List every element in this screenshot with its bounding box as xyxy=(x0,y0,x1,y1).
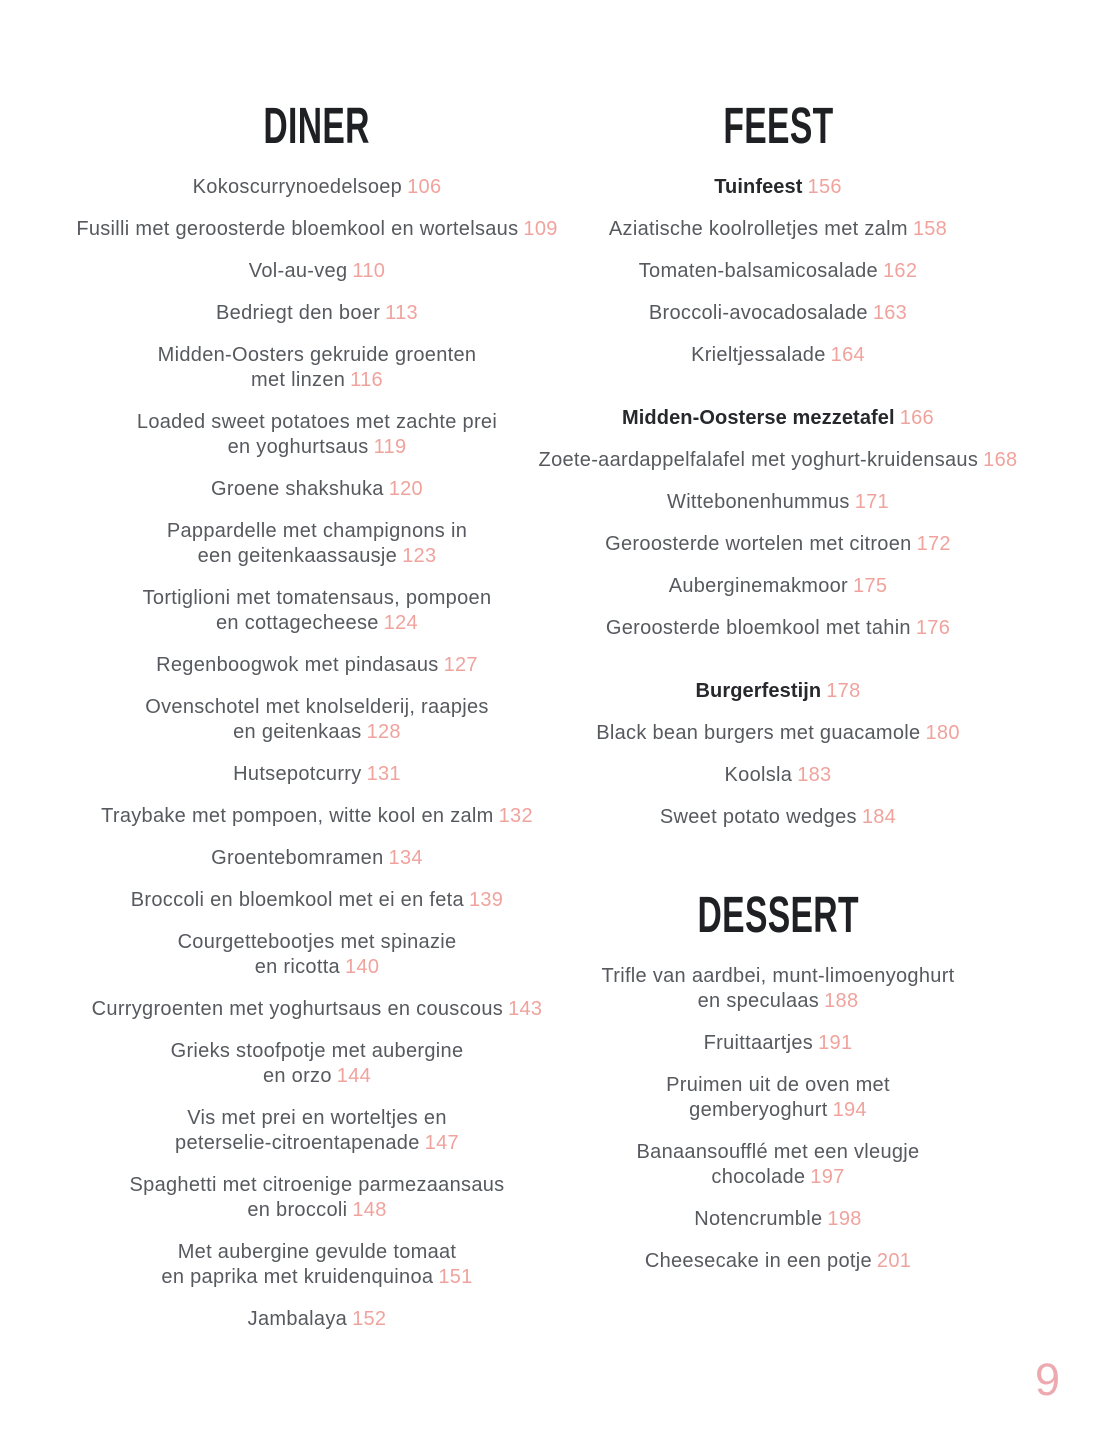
folio-page-number: 9 xyxy=(1034,1354,1060,1405)
column-feest-dessert xyxy=(516,97,1040,1291)
menu-group xyxy=(516,679,1040,830)
menu-item-page-ref: 201 xyxy=(876,1250,912,1272)
group-header-label: Midden-Oosterse mezzetafel xyxy=(622,407,895,429)
menu-item xyxy=(55,1039,579,1089)
menu-item xyxy=(55,888,579,913)
menu-item-label: Spaghetti met citroenige parmezaansaus en broccoli xyxy=(129,1174,505,1221)
menu-item xyxy=(55,175,579,200)
menu-item-label: Pruimen uit de oven met gemberyoghurt xyxy=(666,1074,890,1121)
menu-item xyxy=(55,1307,579,1332)
menu-item-label: Banaansoufflé met een vleugje chocolade xyxy=(636,1141,920,1188)
menu-item-label: Loaded sweet potatoes met zachte prei en yoghurtsaus xyxy=(136,411,498,458)
menu-item-label: Met aubergine gevulde tomaat en paprika met kruidenquinoa xyxy=(161,1241,457,1288)
menu-item xyxy=(55,519,579,569)
menu-item xyxy=(516,217,1040,242)
menu-item xyxy=(55,846,579,871)
menu-item-page-ref: 164 xyxy=(830,344,865,366)
menu-item-label: Ovenschotel met knolselderij, raapjes en geitenkaas xyxy=(145,696,489,743)
menu-item-page-ref: 120 xyxy=(388,478,423,500)
menu-item-label: Zoete-aardappelfalafel met yoghurt-kruidensaus xyxy=(538,449,979,471)
menu-item-label: Courgettebootjes met spinazie en ricotta xyxy=(177,931,457,978)
group-header xyxy=(516,679,1040,704)
chapter-title xyxy=(516,886,1040,943)
group-header xyxy=(516,406,1040,431)
chapter-feest xyxy=(516,97,1040,830)
group-header-label: Burgerfestijn xyxy=(695,680,822,702)
menu-item xyxy=(55,804,579,829)
menu-item-page-ref: 110 xyxy=(352,260,386,282)
menu-item xyxy=(516,1249,1040,1274)
menu-item-label: Tortiglioni met tomatensaus, pompoen en cottagecheese xyxy=(142,587,492,634)
menu-item-page-ref: 198 xyxy=(827,1208,862,1230)
menu-item-page-ref: 163 xyxy=(872,302,908,324)
menu-item xyxy=(55,997,579,1022)
menu-item-page-ref: 106 xyxy=(407,176,442,198)
menu-item-label: Bedriegt den boer xyxy=(216,302,381,324)
menu-item-page-ref: 124 xyxy=(383,612,418,634)
menu-item-label: Geroosterde wortelen met citroen xyxy=(605,533,912,555)
menu-item-page-ref: 172 xyxy=(916,533,951,555)
menu-item-label: Midden-Oosters gekruide groenten met linzen xyxy=(157,344,477,391)
menu-item-page-ref: 158 xyxy=(912,218,948,240)
menu-item-label: Pappardelle met champignons in een geitenkaassausje xyxy=(166,520,468,567)
menu-item xyxy=(516,343,1040,368)
menu-group xyxy=(55,175,579,1332)
menu-item-page-ref: 132 xyxy=(498,805,533,827)
menu-item-page-ref: 197 xyxy=(810,1166,845,1188)
menu-item xyxy=(516,1031,1040,1056)
menu-item-page-ref: 180 xyxy=(925,722,960,744)
menu-item-page-ref: 113 xyxy=(385,302,418,324)
menu-item-label: Black bean burgers met guacamole xyxy=(596,722,921,744)
menu-item-label: Fruittaartjes xyxy=(703,1032,814,1054)
menu-item-label: Vis met prei en worteltjes en peterselie-citroentapenade xyxy=(175,1107,447,1154)
menu-item-page-ref: 162 xyxy=(882,260,918,282)
menu-item-label: Koolsla xyxy=(724,764,793,786)
menu-item xyxy=(516,721,1040,746)
chapter-title-text: DESSERT xyxy=(697,886,859,943)
menu-item-label: Auberginemakmoor xyxy=(668,575,849,597)
menu-item xyxy=(55,217,579,242)
menu-group xyxy=(516,406,1040,641)
menu-item-label: Groene shakshuka xyxy=(211,478,384,500)
menu-item-page-ref: 123 xyxy=(402,545,437,567)
menu-item-label: Aziatische koolrolletjes met zalm xyxy=(608,218,908,240)
menu-item-page-ref: 116 xyxy=(350,369,383,391)
chapter-diner xyxy=(55,97,579,1332)
menu-item xyxy=(516,805,1040,830)
menu-item xyxy=(516,574,1040,599)
menu-item-label: Broccoli-avocadosalade xyxy=(648,302,868,324)
menu-item xyxy=(516,964,1040,1014)
menu-item xyxy=(55,762,579,787)
menu-item xyxy=(516,1207,1040,1232)
menu-item xyxy=(516,490,1040,515)
menu-group xyxy=(516,964,1040,1274)
menu-item xyxy=(55,1240,579,1290)
menu-item xyxy=(55,695,579,745)
menu-item xyxy=(55,301,579,326)
menu-item xyxy=(55,653,579,678)
menu-item-page-ref: 194 xyxy=(832,1099,867,1121)
menu-item-page-ref: 140 xyxy=(344,956,380,978)
menu-item xyxy=(55,410,579,460)
menu-item-label: Trifle van aardbei, munt-limoenyoghurt en speculaas xyxy=(601,965,955,1012)
menu-item-label: Grieks stoofpotje met aubergine en orzo xyxy=(170,1040,464,1087)
menu-item xyxy=(55,477,579,502)
menu-item-label: Cheesecake in een potje xyxy=(644,1250,872,1272)
menu-item-page-ref: 119 xyxy=(373,436,407,458)
menu-item-page-ref: 134 xyxy=(388,847,423,869)
menu-item xyxy=(55,259,579,284)
menu-item-label: Krieltjessalade xyxy=(691,344,826,366)
menu-item-page-ref: 127 xyxy=(443,654,478,676)
menu-item-page-ref: 151 xyxy=(438,1266,473,1288)
chapter-dessert xyxy=(516,886,1040,1274)
menu-item-label: Sweet potato wedges xyxy=(659,806,857,828)
menu-item xyxy=(55,930,579,980)
menu-item-page-ref: 144 xyxy=(336,1065,372,1087)
column-diner xyxy=(55,97,579,1349)
menu-item-label: Kokoscurrynoedelsoep xyxy=(192,176,403,198)
chapter-title xyxy=(516,97,1040,154)
menu-item-page-ref: 139 xyxy=(468,889,504,911)
menu-item xyxy=(516,448,1040,473)
menu-item-page-ref: 166 xyxy=(899,407,934,429)
menu-item-label: Notencrumble xyxy=(694,1208,823,1230)
menu-item-label: Fusilli met geroosterde bloemkool en wortelsaus xyxy=(76,218,519,240)
menu-item xyxy=(55,586,579,636)
menu-item xyxy=(516,763,1040,788)
menu-item-label: Traybake met pompoen, witte kool en zalm xyxy=(101,805,494,827)
chapter-title xyxy=(55,97,579,154)
menu-item-page-ref: 188 xyxy=(824,990,859,1012)
menu-group xyxy=(516,175,1040,368)
menu-item-page-ref: 148 xyxy=(352,1199,387,1221)
menu-item-page-ref: 128 xyxy=(366,721,401,743)
menu-item-page-ref: 143 xyxy=(508,998,543,1020)
menu-item-page-ref: 191 xyxy=(818,1032,853,1054)
menu-item-page-ref: 156 xyxy=(807,176,842,198)
menu-item-label: Vol-au-veg xyxy=(248,260,348,282)
menu-item xyxy=(55,1173,579,1223)
menu-item xyxy=(55,343,579,393)
menu-item-page-ref: 152 xyxy=(352,1308,387,1330)
menu-item-label: Broccoli en bloemkool met ei en feta xyxy=(130,889,464,911)
menu-item-page-ref: 178 xyxy=(826,680,861,702)
menu-item xyxy=(516,1073,1040,1123)
menu-item-label: Groentebomramen xyxy=(211,847,384,869)
menu-item-page-ref: 183 xyxy=(797,764,832,786)
menu-item-label: Wittebonenhummus xyxy=(667,491,850,513)
chapter-title-text: DINER xyxy=(263,97,371,154)
menu-item-page-ref: 131 xyxy=(366,763,401,785)
menu-item-label: Currygroenten met yoghurtsaus en couscous xyxy=(91,998,504,1020)
menu-item-page-ref: 168 xyxy=(983,449,1018,471)
menu-item-label: Tomaten-balsamicosalade xyxy=(638,260,878,282)
menu-item-label: Hutsepotcurry xyxy=(233,763,362,785)
menu-item-label: Geroosterde bloemkool met tahin xyxy=(605,617,911,639)
group-header-label: Tuinfeest xyxy=(714,176,803,198)
menu-item-page-ref: 184 xyxy=(861,806,897,828)
menu-item-page-ref: 109 xyxy=(523,218,558,240)
menu-item xyxy=(516,616,1040,641)
group-header xyxy=(516,175,1040,200)
menu-item xyxy=(516,259,1040,284)
menu-item-page-ref: 175 xyxy=(853,575,888,597)
menu-item xyxy=(516,1140,1040,1190)
chapter-title-text: FEEST xyxy=(722,97,834,154)
menu-item-page-ref: 176 xyxy=(915,617,951,639)
menu-item-label: Jambalaya xyxy=(247,1308,348,1330)
menu-item-label: Regenboogwok met pindasaus xyxy=(156,654,439,676)
menu-item xyxy=(516,532,1040,557)
menu-item xyxy=(55,1106,579,1156)
menu-item-page-ref: 171 xyxy=(854,491,889,513)
menu-item-page-ref: 147 xyxy=(424,1132,459,1154)
menu-item xyxy=(516,301,1040,326)
